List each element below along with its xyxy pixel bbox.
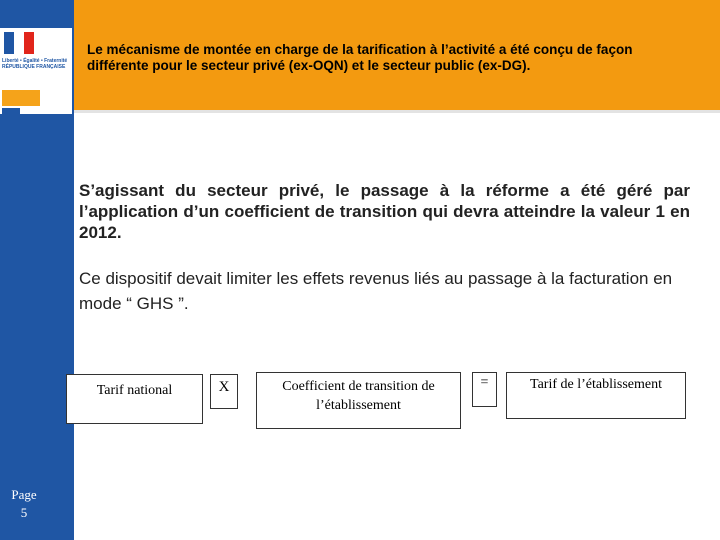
ministry-logo [0,28,72,114]
paragraph-dispositif: Ce dispositif devait limiter les effets revenus liés au passage à la facturation en mode “ GHS ”. [79,269,673,313]
page-word: Page [11,487,37,502]
formula-times-operator: X [210,374,238,409]
header-title: Le mécanisme de montée en charge de la tarification à l’activité a été conçu de façon différente pour le secteur privé (ex-OQN) et le secteur public (ex-DG). [87,42,633,73]
t2a-badge-icon [2,108,20,140]
hopital-2007-logo [2,90,40,106]
logo-country: RÉPUBLIQUE FRANÇAISE [2,64,66,70]
french-flag-icon [4,32,34,54]
page-indicator [0,486,48,522]
logo-text [2,58,70,70]
formula-equals-operator: = [472,372,497,407]
logo-motto: Liberté • Égalité • Fraternité [2,58,68,64]
header-divider [74,110,720,113]
formula-tarif-etablissement: Tarif de l’établissement [506,372,686,419]
formula-tarif-national: Tarif national [66,374,203,424]
formula-coefficient: Coefficient de transition de l’établissement [256,372,461,429]
paragraph-transition: S’agissant du secteur privé, le passage à la réforme a été géré par l’application d’un coefficient de transition qui devra atteindre la valeur 1 en 2012. [79,181,690,242]
page-number: 5 [20,505,28,520]
